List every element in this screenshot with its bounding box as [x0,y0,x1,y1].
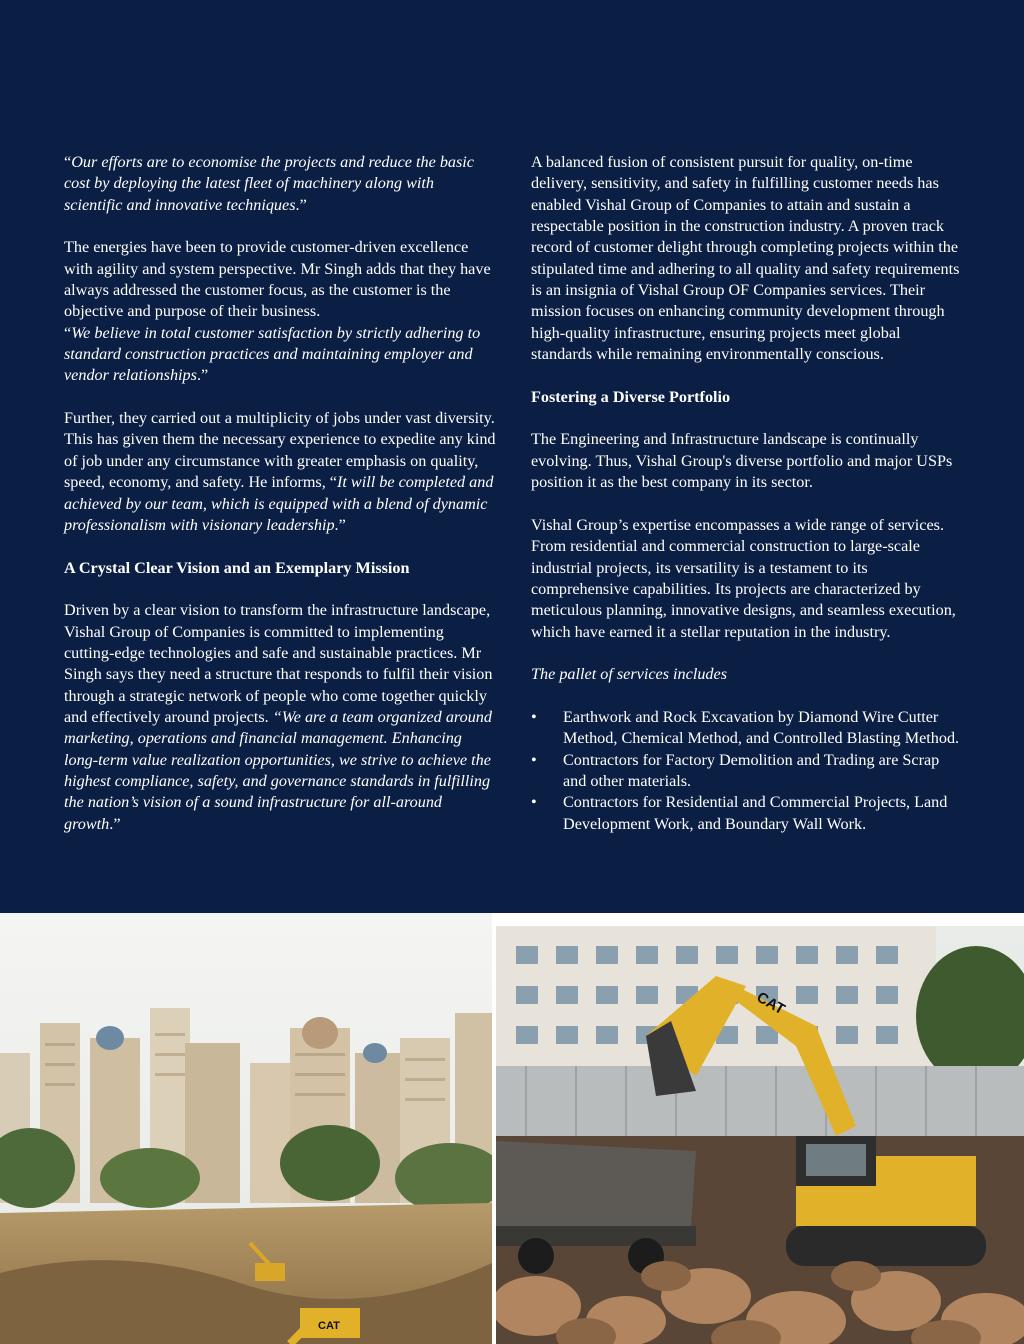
service-text: Contractors for Factory Demolition and Trading are Scrap and other materials. [563,750,940,790]
service-text: Contractors for Residential and Commercial Projects, Land Development Work, and Boundary Wall Work. [563,793,948,833]
left-column [64,152,496,856]
customer-driven-text: The energies have been to provide customer-driven excellence with agility and system perspective. Mr Singh adds that they have always addressed the customer focus, as the customer is the objective and purpose of their business. [64,238,491,321]
heading-vision-mission: A Crystal Clear Vision and an Exemplary Mission [64,558,410,577]
multiplicity-text: Further, they carried out a multiplicity of jobs under vast diversity. This has given them the necessary experience to expedite any kind of job under any circumstance with greater emphasis on quality, speed, economy, and safety. He informs, “ [64,409,496,492]
quote-completed: It will be completed and achieved by our team, which is equipped with a blend of dynamic professionalism with visionary leadership [64,473,494,534]
list-item [531,750,963,793]
paragraph-landscape: The Engineering and Infrastructure landscape is continually evolving. Thus, Vishal Group's diverse portfolio and major USPs position it as the best company in its sector. [531,430,953,492]
cat-logo-left: CAT [318,1320,340,1332]
construction-site-photo [0,913,492,1344]
excavator-image [496,926,1024,1344]
quote-customer-satisfaction: We believe in total customer satisfaction by strictly adhering to standard construction practices and maintaining employer and vendor relationships [64,323,481,385]
quote-paragraph-1: “Our efforts are to economise the projects and reduce the basic cost by deploying the latest fleet of machinery along with scientific and innovative techniques.” [64,153,474,214]
bullet-icon: • [531,793,537,812]
quote-team-organized: “We are a team organized around marketing, operations and financial management. Enhancing long-term value realization opportunities, we strive to achieve the highest compliance, safety, and governance standards in fulfilling the nation’s vision of a sound infrastructure for all-around growth [64,707,492,833]
bullet-icon: • [531,707,537,726]
construction-site-image [0,913,492,1344]
list-item [531,707,963,750]
services-lead: The pallet of services includes [531,665,728,684]
vision-text: Driven by a clear vision to transform the infrastructure landscape, Vishal Group of Companies is committed to implementing cutting-edge technologies and safe and sustainable practices. Mr Singh says they need a structure that responds to fulfil their vision through a strategic network of people who come together quickly and effectively around projects. [64,601,493,726]
photo-strip [0,913,1024,1344]
services-list [531,707,963,835]
paragraph-vision: Driven by a clear vision to transform the infrastructure landscape, Vishal Group of Companies is committed to implementing cutting-edge technologies and safe and sustainable practices. Mr Singh says they need a structure that responds to fulfil their vision through a strategic network of people who come together quickly and effectively around projects. “We are a team organized around marketing, operations and financial management. Enhancing long-term value realization opportunities, we strive to achieve the highest compliance, safety, and governance standards in fulfilling the nation’s vision of a sound infrastructure for all-around growth.” [64,601,493,833]
quote-economise: Our efforts are to economise the projects and reduce the basic cost by deploying the latest fleet of machinery along with scientific and innovative techniques [64,153,474,214]
paragraph-multiplicity: Further, they carried out a multiplicity of jobs under vast diversity. This has given them the necessary experience to expedite any kind of job under any circumstance with greater emphasis on quality, speed, economy, and safety. He informs, “It will be completed and achieved by our team, which is equipped with a blend of dynamic professionalism with visionary leadership.” [64,409,496,534]
cat-logo-right: CAT [753,988,788,1019]
right-column [531,152,963,835]
heading-diverse-portfolio: Fostering a Diverse Portfolio [531,387,731,406]
list-item [531,792,963,835]
excavator-photo [496,926,1024,1344]
paragraph-expertise: Vishal Group’s expertise encompasses a wide range of services. From residential and commercial construction to large-scale industrial projects, its versatility is a testament to its comprehensive capabilities. Its projects are characterized by meticulous planning, innovative designs, and seamless execution, which have earned it a stellar reputation in the industry. [531,515,956,641]
paragraph-balanced-fusion: A balanced fusion of consistent pursuit for quality, on-time delivery, sensitivity, and safety in fulfilling customer needs has enabled Vishal Group of Companies to attain and sustain a respectable position in the construction industry. A proven track record of customer delight through completing projects within the stipulated time and adhering to all quality and safety requirements is an insignia of Vishal Group OF Companies services. Their mission focuses on enhancing community development through high-quality infrastructure, ensuring projects meet global standards while remaining environmentally conscious. [531,153,960,364]
bullet-icon: • [531,750,537,769]
paragraph-customer-driven: The energies have been to provide customer-driven excellence with agility and system perspective. Mr Singh adds that they have always addressed the customer focus, as the customer is the objective and purpose of their business. “We believe in total customer satisfaction by strictly adhering to standard construction practices and maintaining employer and vendor relationships.” [64,238,491,385]
service-text: Earthwork and Rock Excavation by Diamond Wire Cutter Method, Chemical Method, and Controlled Blasting Method. [563,707,960,748]
